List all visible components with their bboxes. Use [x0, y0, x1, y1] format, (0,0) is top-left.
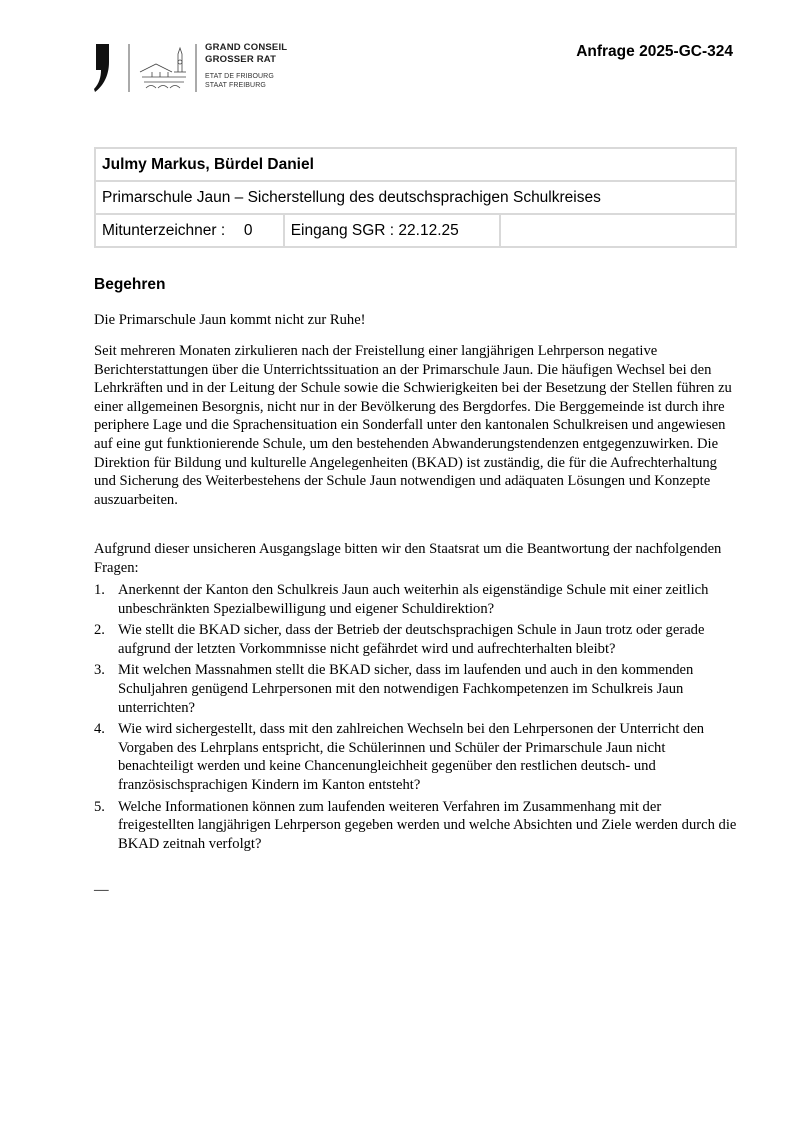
- question-number: 2.: [94, 622, 105, 639]
- cosigners-value: 0: [243, 221, 253, 239]
- cosigners-label: Mitunterzeichner :: [102, 221, 226, 239]
- logo-line-grand-conseil: GRAND CONSEIL: [205, 42, 288, 53]
- paragraph-intro: Die Primarschule Jaun kommt nicht zur Ruhe!: [94, 312, 366, 328]
- meta-row-authors: [95, 148, 736, 181]
- question-item: [94, 581, 739, 618]
- logo-wordmark: [205, 42, 287, 90]
- document-reference: Anfrage 2025-GC-324: [576, 43, 733, 60]
- parliament-emblem-icon: [94, 42, 202, 94]
- section-heading: Begehren: [94, 276, 166, 293]
- question-text: Welche Informationen können zum laufenden weiteren Verfahren im Zusammenhang mit der freigestellten langjährigen Lehrperson gegeben werden und welche Absichten und Ziele werden durch die BKAD zeitnah verfolgt?: [118, 798, 737, 852]
- logo-line-grosser-rat: GROSSER RAT: [205, 54, 277, 65]
- question-text: Mit welchen Massnahmen stellt die BKAD sicher, dass im laufenden und auch in den kommenden Schuljahren genügend Lehrpersonen mit den notwendigen Fachkompetenzen im Schulkreis Jaun unterrichten?: [118, 662, 694, 716]
- question-number: 4.: [94, 721, 105, 738]
- question-number: 1.: [94, 582, 105, 598]
- question-text: Anerkennt der Kanton den Schulkreis Jaun auch weiterhin als eigenständige Schule mit einer zeitlich unbeschränkten Spezialbewilligung und eigener Schuldirektion?: [118, 582, 709, 617]
- logo-line-staat: STAAT FREIBURG: [205, 82, 266, 89]
- question-text: Wie stellt die BKAD sicher, dass der Betrieb der deutschsprachigen Schule in Jaun trotz oder gerade aufgrund der letzten Vorkommnisse nicht gefährdet wird und aufrechterhalten bleibt?: [118, 622, 705, 657]
- end-mark: —: [94, 882, 109, 898]
- paragraph-request: Aufgrund dieser unsicheren Ausgangslage bitten wir den Staatsrat um die Beantwortung der nachfolgenden Fragen:: [94, 541, 722, 576]
- question-item: [94, 798, 739, 854]
- empty-cell: [500, 214, 736, 247]
- question-number: 3.: [94, 662, 105, 679]
- cosigners-cell: [95, 214, 284, 247]
- grand-conseil-logo: [94, 42, 304, 94]
- question-item: [94, 661, 739, 717]
- meta-table: [94, 147, 737, 248]
- logo-line-etat: ETAT DE FRIBOURG: [205, 73, 274, 80]
- question-number: 5.: [94, 798, 105, 815]
- paragraph-context: Seit mehreren Monaten zirkulieren nach der Freistellung einer langjährigen Lehrperson negative Berichterstattungen über die Unterrichtssituation an der Primarschule Jaun. Die häufigen Wechsel bei den Lehrkräften und in der Leitung der Schule sowie die Schwierigkeiten bei der Besetzung der Stellen führen zu einer allgemeinen Besorgnis, nicht nur in der Bevölkerung des Bergdorfes. Die Berggemeinde ist durch ihre periphere Lage und die Sprachensituation ein Sonderfall unter den kantonalen Schulkreisen und angewiesen auf eine gut funktionierende Schule, um den bestehenden Abwanderungstendenzen entgegenzuwirken. Die Direktion für Bildung und kulturelle Angelegenheiten (BKAD) ist zuständig, die für die Aufrechterhaltung und Sicherung des Weiterbestehens der Schule Jaun notwendigen und adäquaten Lösungen und Konzepte auszuarbeiten.: [94, 343, 732, 508]
- authors: Julmy Markus, Bürdel Daniel: [95, 148, 736, 181]
- question-text: Wie wird sichergestellt, dass mit den zahlreichen Wechseln bei den Lehrpersonen der Unterricht den Vorgaben des Lehrplans entspricht, die Schülerinnen und Schüler der Primarschule Jaun nicht benachteiligt werden und keine Chancenungleichheit gegenüber den restlichen deutsch- und französischsprachigen Kindern im Kanton entsteht?: [118, 721, 705, 793]
- meta-row-subject: [95, 181, 736, 214]
- received-cell: [284, 214, 500, 247]
- received-label: Eingang SGR :: [290, 221, 395, 239]
- meta-row-details: [95, 214, 736, 247]
- subject: Primarschule Jaun – Sicherstellung des deutschsprachigen Schulkreises: [95, 181, 736, 214]
- received-value: 22.12.25: [398, 221, 459, 239]
- question-list: [94, 581, 739, 856]
- question-item: [94, 621, 739, 658]
- question-item: [94, 720, 739, 794]
